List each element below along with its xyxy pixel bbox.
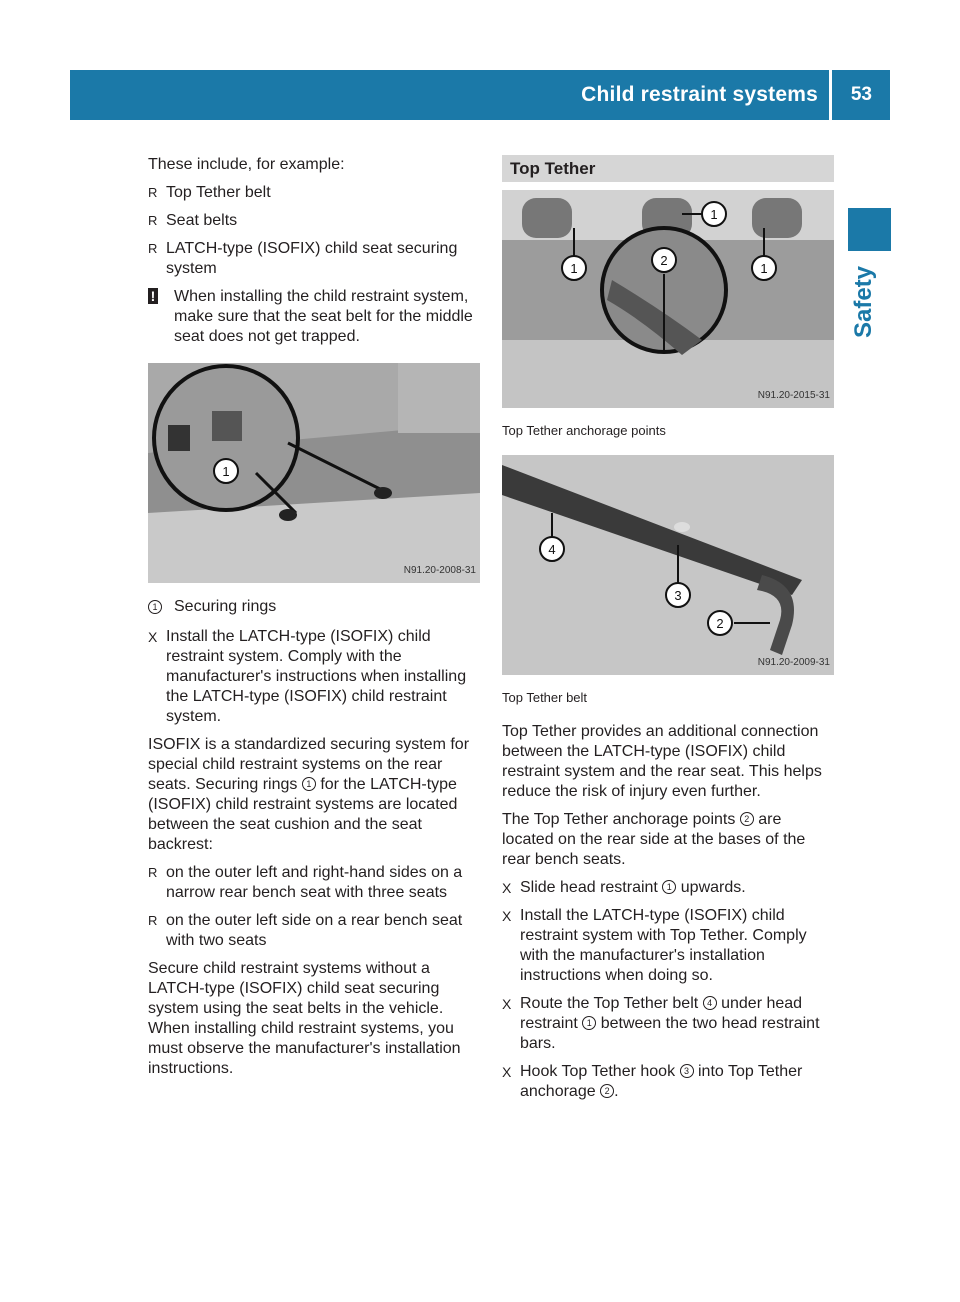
bullet-icon: R bbox=[148, 913, 158, 928]
step-arrow-icon: X bbox=[502, 996, 512, 1012]
image-caption: Top Tether anchorage points bbox=[502, 423, 666, 438]
securing-rings-illustration bbox=[148, 363, 480, 583]
bullet-icon: R bbox=[148, 865, 158, 880]
page-header bbox=[70, 70, 890, 120]
anchorage-paragraph: The Top Tether anchorage points 2 are located on the rear side at the bases of the rear bench seats. bbox=[502, 811, 806, 868]
bullet-icon: R bbox=[148, 213, 158, 228]
image-legend bbox=[148, 597, 484, 617]
list-item: R Top Tether belt bbox=[148, 184, 271, 201]
svg-text:1: 1 bbox=[710, 207, 718, 222]
intro-text: These include, for example: bbox=[148, 156, 345, 173]
step-item: X Slide head restraint 1 upwards. bbox=[502, 879, 746, 896]
anchorage-points-photo bbox=[502, 190, 834, 408]
step-arrow-icon: X bbox=[502, 1064, 512, 1080]
chapter-title: Child restraint systems bbox=[581, 83, 818, 106]
list-item: R Seat belts bbox=[148, 212, 238, 229]
callout-number: 2 bbox=[740, 812, 754, 826]
right-column bbox=[502, 155, 836, 1110]
page-number: 53 bbox=[850, 84, 872, 105]
tether-belt-illustration bbox=[502, 455, 834, 675]
step-item: X Route the Top Tether belt 4 under head restraint 1 between the two head restraint bars. bbox=[502, 995, 820, 1052]
list-item: R on the outer left side on a rear bench seat with two seats bbox=[148, 912, 463, 949]
svg-text:3: 3 bbox=[674, 588, 682, 603]
left-column bbox=[148, 155, 484, 1087]
step-item: X Hook Top Tether hook 3 into Top Tether anchorage 2 . bbox=[502, 1063, 803, 1100]
legend-label: Securing rings bbox=[174, 598, 277, 615]
bullet-icon: R bbox=[148, 241, 158, 256]
svg-text:1: 1 bbox=[570, 261, 578, 276]
svg-text:1: 1 bbox=[760, 261, 768, 276]
top-tether-paragraph: Top Tether provides an additional connection between the LATCH-type (ISOFIX) child restraint system and the rear seat. This helps reduce the risk of injury even further. bbox=[502, 723, 822, 800]
svg-text:2: 2 bbox=[716, 616, 724, 631]
svg-text:2: 2 bbox=[660, 253, 668, 268]
callout-number: 2 bbox=[600, 1084, 614, 1098]
image-code: N91.20-2008-31 bbox=[403, 565, 476, 576]
svg-text:4: 4 bbox=[548, 542, 556, 557]
seat-belt-paragraph: Secure child restraint systems without a LATCH-type (ISOFIX) child seat securing system using the seat belts in the vehicle. When installing child restraint systems, you must observe the manufacturer's installation instructions. bbox=[148, 960, 461, 1077]
side-tab-marker bbox=[848, 208, 891, 251]
callout-number: 4 bbox=[703, 996, 717, 1010]
tether-belt-photo bbox=[502, 455, 834, 675]
list-item: R on the outer left and right-hand sides on a narrow rear bench seat with three seats bbox=[148, 864, 463, 901]
securing-rings-photo bbox=[148, 363, 480, 583]
warning-text: When installing the child restraint system, make sure that the seat belt for the middle seat does not get trapped. bbox=[174, 288, 473, 345]
list-item: R LATCH-type (ISOFIX) child seat securing system bbox=[148, 240, 458, 277]
isofix-paragraph: ISOFIX is a standardized securing system for special child restraint systems on the rear seats. Securing rings 1 for the LATCH-type (ISOFIX) child restraint systems are located between the seat cushion and the seat backrest: bbox=[148, 736, 470, 853]
step-arrow-icon: X bbox=[502, 880, 512, 896]
step-item: X Install the LATCH-type (ISOFIX) child restraint system with Top Tether. Comply with the manufacturer's installation instructions when doing so. bbox=[502, 907, 807, 984]
warning-note bbox=[148, 287, 484, 347]
step-item: X Install the LATCH-type (ISOFIX) child restraint system. Comply with the manufacturer's instructions when installing the LATCH-type (ISOFIX) child restraint system. bbox=[148, 628, 467, 725]
callout-number: 1 bbox=[582, 1016, 596, 1030]
anchorage-points-illustration bbox=[502, 190, 834, 408]
side-tab-label: Safety bbox=[850, 265, 877, 338]
svg-text:1: 1 bbox=[222, 464, 230, 479]
image-code: N91.20-2015-31 bbox=[757, 390, 830, 401]
header-divider bbox=[829, 70, 832, 120]
warning-icon: ! bbox=[148, 288, 158, 304]
step-arrow-icon: X bbox=[148, 629, 158, 645]
step-arrow-icon: X bbox=[502, 908, 512, 924]
callout-number: 1 bbox=[302, 777, 316, 791]
callout-number: 1 bbox=[148, 600, 162, 614]
callout-number: 3 bbox=[680, 1064, 694, 1078]
image-code: N91.20-2009-31 bbox=[757, 657, 830, 668]
image-caption: Top Tether belt bbox=[502, 690, 588, 705]
section-heading: Top Tether bbox=[502, 155, 834, 182]
bullet-icon: R bbox=[148, 185, 158, 200]
callout-number: 1 bbox=[662, 880, 676, 894]
